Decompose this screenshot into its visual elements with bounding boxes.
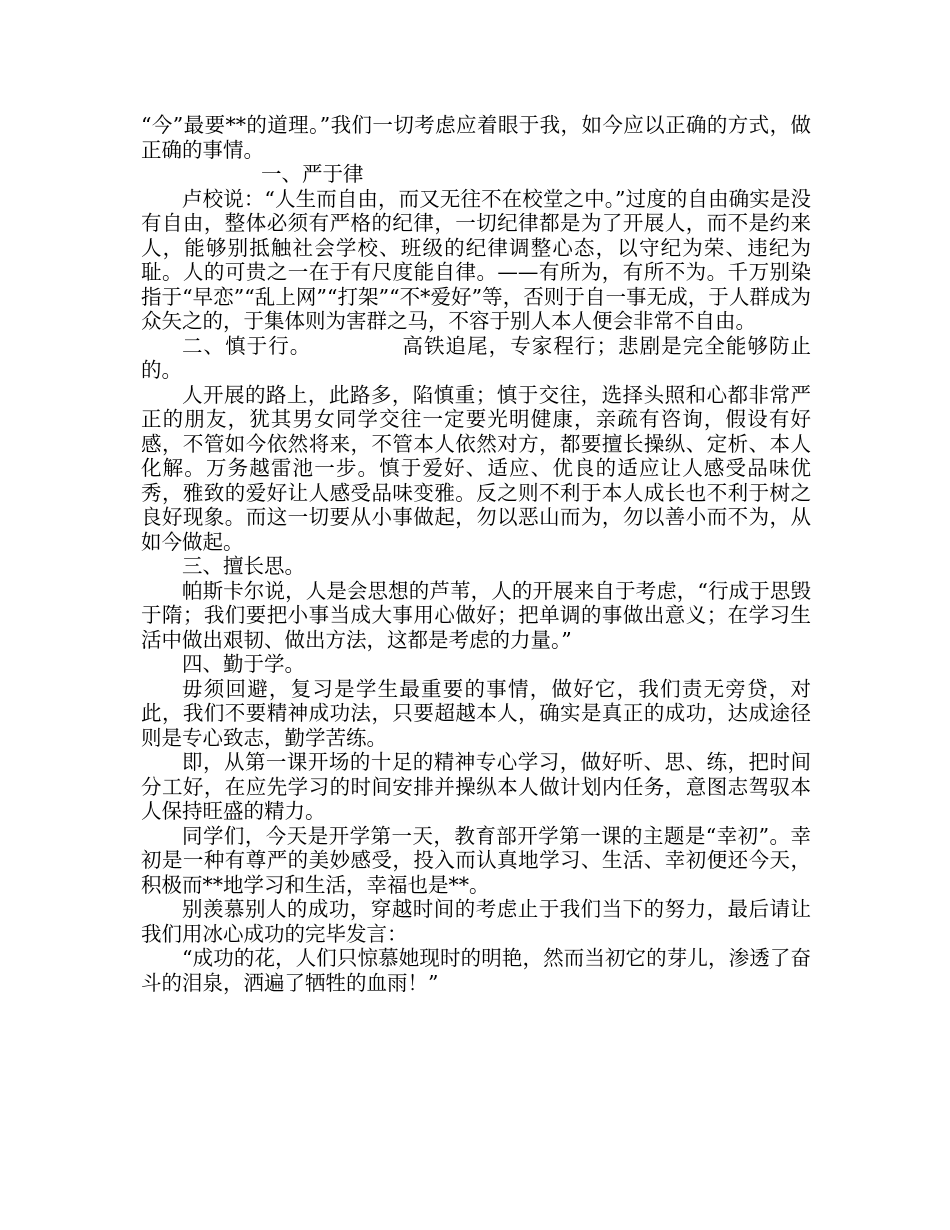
paragraph-closing: 别羡慕别人的成功，穿越时间的考虑止于我们当下的努力，最后请让我们用冰心成功的完毕发言：: [141, 897, 811, 946]
heading-thinking: 三、擅长思。: [182, 554, 305, 578]
heading-caution-title: 二、慎于行。: [182, 333, 312, 358]
heading-caution-tail: 高铁追尾，专家程行；悲剧是完全能够防止的。: [141, 333, 812, 382]
paragraph-time: 即，从第一课开场的十足的精神专心学习，做好听、思、练，把时间分工好，在应先学习的时间安排并操纵本人做计划内任务，意图志驾驭本人保持旺盛的精力。: [141, 750, 811, 823]
heading-caution: [141, 334, 811, 383]
paragraph-study: 毋须回避，复习是学生最重要的事情，做好它，我们责无旁贷，对此，我们不要精神成功法，只要超越本人，确实是真正的成功，达成途径则是专心致志，勤学苦练。: [141, 676, 811, 750]
paragraph-discipline: 卢校说：“人生而自由，而又无往不在校堂之中。”过度的自由确实是没有自由，整体必须有严格的纪律，一切纪律都是为了开展人，而不是约来人，能够别抵触社会学校、班级的纪律调整心态，以守纪为荣、违纪为耻。人的可贵之一在于有尺度能自律。——有所为，有所不为。千万别染指于“早恋”“乱上网”“打架”“不*爱好”等，否则于自一事无成，于人群成为众矢之的，于集体则为害群之马，不容于别人本人便会非常不自由。: [141, 186, 811, 333]
paragraph-happiness: 同学们，今天是开学第一天，教育部开学第一课的主题是“幸初”。幸初是一种有尊严的美妙感受，投入而认真地学习、生活、幸初便还今天，积极而**地学习和生活，幸福也是**。: [141, 823, 811, 897]
paragraph-quote: “成功的花，人们只惊慕她现时的明艳，然而当初它的芽儿，渗透了奋斗的泪泉，洒遍了牺牲的血雨！”: [141, 946, 811, 995]
paragraph-intro: “今”最要**的道理。”我们一切考虑应着眼于我，如今应以正确的方式，做正确的事情。: [141, 113, 811, 162]
document-body: [141, 113, 811, 995]
paragraph-caution: 人开展的路上，此路多，陷慎重；慎于交往，选择头照和心都非常严正的朋友，犹其男女同学交往一定要光明健康，亲疏有咨询，假设有好感，不管如今依然将来，不管本人依然对方，都要擅长操纵、定析、本人化解。万务越雷池一步。慎于爱好、适应、优良的适应让人感受品味优秀，雅致的爱好让人感受品味变雅。反之则不利于本人成长也不利于树之良好现象。而这一切要从小事做起，勿以恶山而为，勿以善小而不为，从如今做起。: [141, 382, 811, 554]
paragraph-thinking: 帕斯卡尔说，人是会思想的芦苇，人的开展来自于考虑，“行成于思毁于隋；我们要把小事当成大事用心做好；把单调的事做出意义；在学习生活中做出艰韧、做出方法，这都是考虑的力量。”: [141, 578, 811, 652]
heading-discipline: 一、严于律: [261, 162, 364, 186]
heading-study: 四、勤于学。: [182, 652, 305, 676]
